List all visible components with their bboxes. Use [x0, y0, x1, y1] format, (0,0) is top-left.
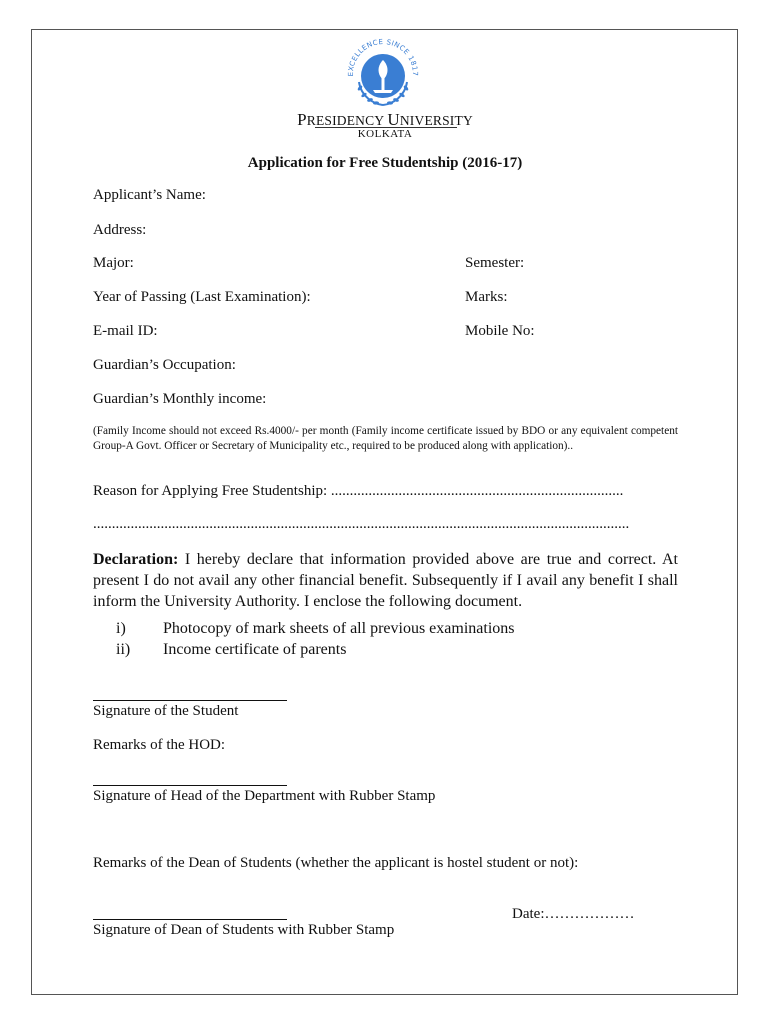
svg-text:EXCELLENCE SINCE 1817: EXCELLENCE SINCE 1817	[346, 37, 420, 77]
major-label: Major:	[93, 255, 134, 271]
hod-signature-label: Signature of Head of the Department with Rubber Stamp	[93, 788, 436, 804]
list-item-number: ii)	[116, 641, 131, 658]
dean-signature-label: Signature of Dean of Students with Rubber Stamp	[93, 922, 395, 938]
email-label: E-mail ID:	[93, 323, 158, 339]
guardian-income-label: Guardian’s Monthly income:	[93, 391, 267, 407]
guardian-occupation-label: Guardian’s Occupation:	[93, 357, 236, 373]
dean-remarks-label: Remarks of the Dean of Students (whether the applicant is hostel student or not):	[93, 855, 579, 871]
year-of-passing-label: Year of Passing (Last Examination):	[93, 289, 311, 305]
university-name: PRESIDENCY UNIVERSITY	[297, 110, 473, 129]
marks-label: Marks:	[465, 289, 508, 305]
list-item-number: i)	[116, 620, 126, 637]
address-label: Address:	[93, 222, 147, 238]
hod-signature-line	[93, 785, 287, 786]
hod-remarks-label: Remarks of the HOD:	[93, 737, 226, 753]
university-logo	[343, 36, 423, 112]
form-title: Application for Free Studentship (2016-17)	[247, 155, 523, 171]
mobile-label: Mobile No:	[465, 323, 535, 339]
declaration-text: I hereby declare that information provided above are true and correct. At present I do not avail any other financial benefit. Subsequently if I avail any benefit I shall inform the University Authority. I enclose the following document.	[93, 551, 678, 610]
semester-label: Semester:	[465, 255, 525, 271]
applicant-name-label: Applicant’s Name:	[93, 187, 206, 203]
declaration-heading: Declaration:	[93, 551, 179, 568]
list-item-text: Income certificate of parents	[163, 641, 347, 658]
date-label: Date:………………	[512, 906, 635, 922]
student-signature-label: Signature of the Student	[93, 703, 239, 719]
reason-label: Reason for Applying Free Studentship: ..............................................................................	[93, 483, 624, 499]
university-city: KOLKATA	[357, 128, 413, 140]
list-item-text: Photocopy of mark sheets of all previous examinations	[163, 620, 515, 637]
declaration	[93, 549, 678, 612]
form-border	[31, 29, 738, 995]
dean-signature-line	[93, 919, 287, 920]
reason-continuation: ...............................................................................................................................................	[93, 516, 630, 532]
income-note: (Family Income should not exceed Rs.4000/- per month (Family income certificate issued by BDO or any equivalent competent Group-A Govt. Officer or Secretary of Municipality etc., required to be produced along with application)..	[93, 425, 678, 452]
student-signature-line	[93, 700, 287, 701]
